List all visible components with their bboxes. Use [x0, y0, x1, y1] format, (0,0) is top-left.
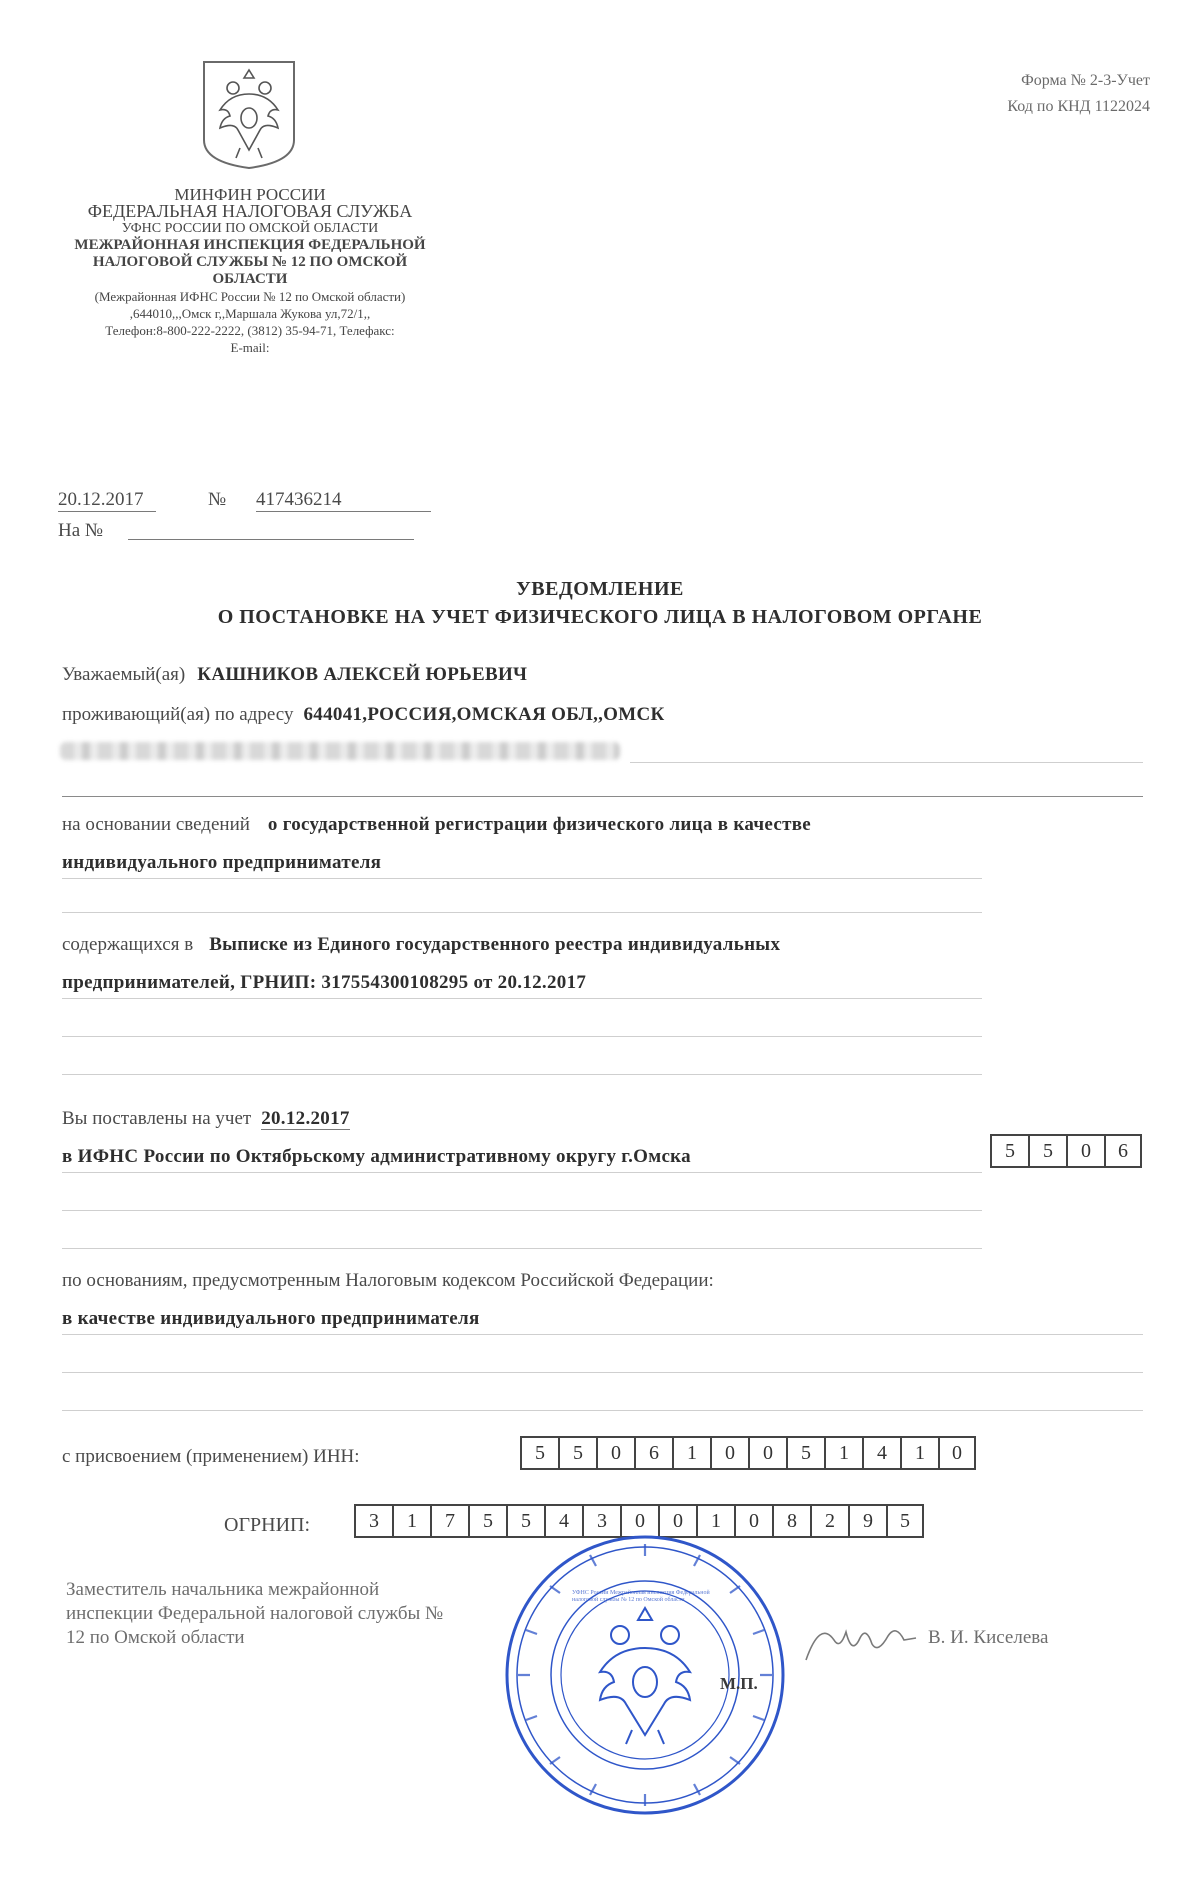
knd-code: Код по КНД 1122024	[1007, 98, 1150, 115]
rule	[62, 1334, 1143, 1335]
ogrnip-label: ОГРНИП:	[224, 1514, 311, 1536]
document-subtitle: О ПОСТАНОВКЕ НА УЧЕТ ФИЗИЧЕСКОГО ЛИЦА В НАЛОГОВОМ ОРГАНЕ	[217, 606, 983, 628]
digit-box: 3	[354, 1504, 392, 1538]
document-title: УВЕДОМЛЕНИЕ	[516, 578, 684, 600]
digit-box: 6	[634, 1436, 672, 1470]
signature	[800, 1610, 920, 1670]
digit-box: 5	[558, 1436, 596, 1470]
digit-box: 5	[1028, 1134, 1066, 1168]
digit-box: 5	[520, 1436, 558, 1470]
digit-box: 2	[810, 1504, 848, 1538]
rule	[62, 912, 982, 913]
rule	[62, 1036, 982, 1037]
digit-box: 5	[506, 1504, 544, 1538]
digit-box: 0	[658, 1504, 696, 1538]
rule	[62, 998, 982, 999]
coat-of-arms-emblem	[200, 58, 298, 170]
basis-line	[62, 814, 811, 836]
inspection-line2: НАЛОГОВОЙ СЛУЖБЫ № 12 ПО ОМСКОЙ	[92, 254, 408, 270]
inspection-line3: ОБЛАСТИ	[212, 271, 288, 287]
digit-box: 5	[468, 1504, 506, 1538]
rule	[62, 1410, 1143, 1411]
rule	[62, 878, 982, 879]
digit-box: 7	[430, 1504, 468, 1538]
digit-box: 0	[734, 1504, 772, 1538]
digit-box: 0	[710, 1436, 748, 1470]
inspection-phone: Телефон:8-800-222-2222, (3812) 35-94-71, Телефакс:	[105, 323, 395, 338]
rule	[630, 762, 1143, 763]
number-label: №	[208, 489, 227, 510]
form-number: Форма № 2-3-Учет	[1021, 72, 1150, 89]
digit-box: 1	[672, 1436, 710, 1470]
rule	[62, 1172, 982, 1173]
addressee-line	[62, 664, 527, 686]
taxpayer-address: 644041,РОССИЯ,ОМСКАЯ ОБЛ,,ОМСК	[303, 704, 665, 725]
reference-label: На №	[58, 520, 104, 541]
digit-box: 1	[392, 1504, 430, 1538]
signatory-position-line1: Заместитель начальника межрайонной	[66, 1579, 380, 1600]
digit-box: 0	[938, 1436, 976, 1470]
service-name: ФЕДЕРАЛЬНАЯ НАЛОГОВАЯ СЛУЖБА	[87, 201, 413, 221]
grounds-value: в качестве индивидуального предпринимателя	[62, 1308, 480, 1329]
inn-label: с присвоением (применением) ИНН:	[62, 1446, 360, 1467]
issuer-header	[30, 186, 470, 356]
inn-boxes	[520, 1436, 976, 1470]
tax-authority-code	[990, 1134, 1142, 1168]
digit-box: 5	[786, 1436, 824, 1470]
digit-box: 0	[748, 1436, 786, 1470]
digit-box: 8	[772, 1504, 810, 1538]
redacted-address	[60, 742, 620, 760]
digit-box: 0	[596, 1436, 634, 1470]
seal-place-label: М.П.	[720, 1674, 758, 1693]
registration-date-line	[62, 1108, 350, 1130]
inspection-address: ,644010,,,Омск г,,Маршала Жукова ул,72/1,,	[129, 306, 371, 321]
signatory-position-line2: инспекции Федеральной налоговой службы №	[66, 1603, 444, 1624]
registration-label: Вы поставлены на учет	[62, 1108, 252, 1129]
document-date: 20.12.2017	[58, 489, 156, 512]
stamp-text: УФНС России Межрайонная инспекция Федеральной налоговой службы № 12 по Омской области	[572, 1590, 710, 1603]
address-label: проживающий(ая) по адресу	[62, 704, 294, 725]
digit-box: 6	[1104, 1134, 1142, 1168]
inspection-email: E-mail:	[230, 340, 270, 355]
digit-box: 1	[824, 1436, 862, 1470]
digit-box: 0	[1066, 1134, 1104, 1168]
digit-box: 0	[620, 1504, 658, 1538]
signatory-name: В. И. Киселева	[928, 1627, 1049, 1648]
rule	[62, 796, 1143, 797]
digit-box: 4	[862, 1436, 900, 1470]
document-number: 417436214	[256, 489, 431, 512]
digit-box: 3	[582, 1504, 620, 1538]
inspection-short-name: (Межрайонная ИФНС России № 12 по Омской области)	[94, 289, 406, 304]
rule	[62, 1074, 982, 1075]
digit-box: 1	[696, 1504, 734, 1538]
digit-box: 5	[990, 1134, 1028, 1168]
ministry-name: МИНФИН РОССИИ	[174, 185, 326, 204]
inspection-line1: МЕЖРАЙОННАЯ ИНСПЕКЦИЯ ФЕДЕРАЛЬНОЙ	[74, 237, 426, 253]
rule	[62, 1248, 982, 1249]
digit-box: 9	[848, 1504, 886, 1538]
basis-text-line2: индивидуального предпринимателя	[62, 852, 382, 873]
source-label: содержащихся в	[62, 934, 194, 955]
source-line	[62, 934, 780, 956]
form-info	[1007, 68, 1150, 120]
address-line	[62, 704, 665, 726]
signatory-position-line3: 12 по Омской области	[66, 1627, 245, 1648]
digit-box: 1	[900, 1436, 938, 1470]
source-text-line1: Выписке из Единого государственного реестра индивидуальных	[209, 934, 781, 955]
reference-field	[128, 518, 414, 540]
grounds-label: по основаниям, предусмотренным Налоговым кодексом Российской Федерации:	[62, 1270, 714, 1291]
regional-office: УФНС РОССИИ ПО ОМСКОЙ ОБЛАСТИ	[121, 221, 379, 236]
source-text-line2: предпринимателей, ГРНИП: 317554300108295 от 20.12.2017	[62, 972, 587, 993]
digit-box: 5	[886, 1504, 924, 1538]
signatory-position	[66, 1578, 443, 1650]
basis-label: на основании сведений	[62, 814, 250, 835]
digit-box: 4	[544, 1504, 582, 1538]
registration-date: 20.12.2017	[261, 1108, 350, 1129]
tax-authority-name: в ИФНС России по Октябрьскому административному округу г.Омска	[62, 1146, 691, 1167]
salutation-label: Уважаемый(ая)	[62, 664, 186, 685]
rule	[62, 1210, 982, 1211]
taxpayer-name: КАШНИКОВ АЛЕКСЕЙ ЮРЬЕВИЧ	[197, 664, 528, 685]
rule	[62, 1372, 1143, 1373]
basis-text-line1: о государственной регистрации физического лица в качестве	[267, 814, 812, 835]
